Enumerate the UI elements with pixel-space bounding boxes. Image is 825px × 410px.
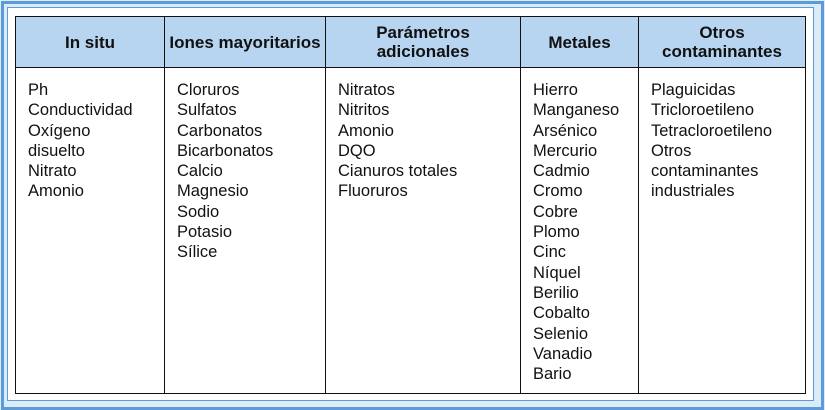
cell-otros-contaminantes <box>639 68 806 394</box>
list-item: Plomo <box>533 223 580 242</box>
list-item: Hierro <box>533 81 578 99</box>
list-item: Manganeso <box>533 101 620 120</box>
list-item: Tetracloroetileno <box>651 121 773 140</box>
list-item: Plaguicidas <box>651 81 736 99</box>
list-item: Amonio <box>28 182 84 201</box>
cell-in-situ <box>16 68 165 394</box>
list-item: Otros <box>651 141 692 160</box>
list-item: DQO <box>338 141 376 160</box>
list-item: Calcio <box>177 162 223 181</box>
list-item: Potasio <box>177 223 233 242</box>
list-item: Bicarbonatos <box>177 141 274 160</box>
list-item: Bario <box>533 365 572 384</box>
header-parametros-adicionales: Parámetros adicionales <box>326 17 521 68</box>
header-iones-mayoritarios: Iones mayoritarios <box>165 17 326 68</box>
header-otros-contaminantes: Otros contaminantes <box>639 17 806 68</box>
list-item: Níquel <box>533 263 581 282</box>
list-item: Mercurio <box>533 141 598 160</box>
list-item: Magnesio <box>177 182 249 201</box>
list-item: Amonio <box>338 121 394 140</box>
list-item: Sodio <box>177 202 220 221</box>
list-item: Sílice <box>177 243 218 262</box>
list-item: Nitritos <box>338 101 390 120</box>
list-item: Cobre <box>533 202 578 221</box>
list-item: disuelto <box>28 141 85 160</box>
table-header-row <box>16 17 806 68</box>
list-item: Nitratos <box>338 81 395 99</box>
table-body-row <box>16 68 806 394</box>
list-item: Fluoruros <box>338 182 408 201</box>
list-item: Carbonatos <box>177 121 263 140</box>
list-item: Cianuros totales <box>338 162 458 181</box>
list-item: Oxígeno <box>28 121 91 140</box>
cell-iones-mayoritarios <box>165 68 326 394</box>
outer-frame <box>1 1 824 410</box>
list-item: Cadmio <box>533 162 590 181</box>
header-in-situ: In situ <box>16 17 165 68</box>
list-item: contaminantes <box>651 162 759 181</box>
list-item: Vanadio <box>533 344 593 363</box>
cell-metales <box>521 68 639 394</box>
list-item: Cromo <box>533 182 583 201</box>
list-item: industriales <box>651 182 735 201</box>
parameters-table <box>15 16 806 394</box>
list-item: Berilio <box>533 283 579 302</box>
header-metales: Metales <box>521 17 639 68</box>
list-item: Selenio <box>533 324 589 343</box>
list-item: Sulfatos <box>177 101 237 120</box>
list-item: Arsénico <box>533 121 598 140</box>
list-item: Cinc <box>533 243 567 262</box>
list-item: Ph <box>28 81 49 99</box>
list-item: Cloruros <box>177 81 240 99</box>
cell-parametros-adicionales <box>326 68 521 394</box>
inner-frame <box>7 7 814 401</box>
list-item: Nitrato <box>28 162 77 181</box>
list-item: Cobalto <box>533 304 590 323</box>
list-item: Tricloroetileno <box>651 101 755 120</box>
list-item: Conductividad <box>28 101 133 120</box>
